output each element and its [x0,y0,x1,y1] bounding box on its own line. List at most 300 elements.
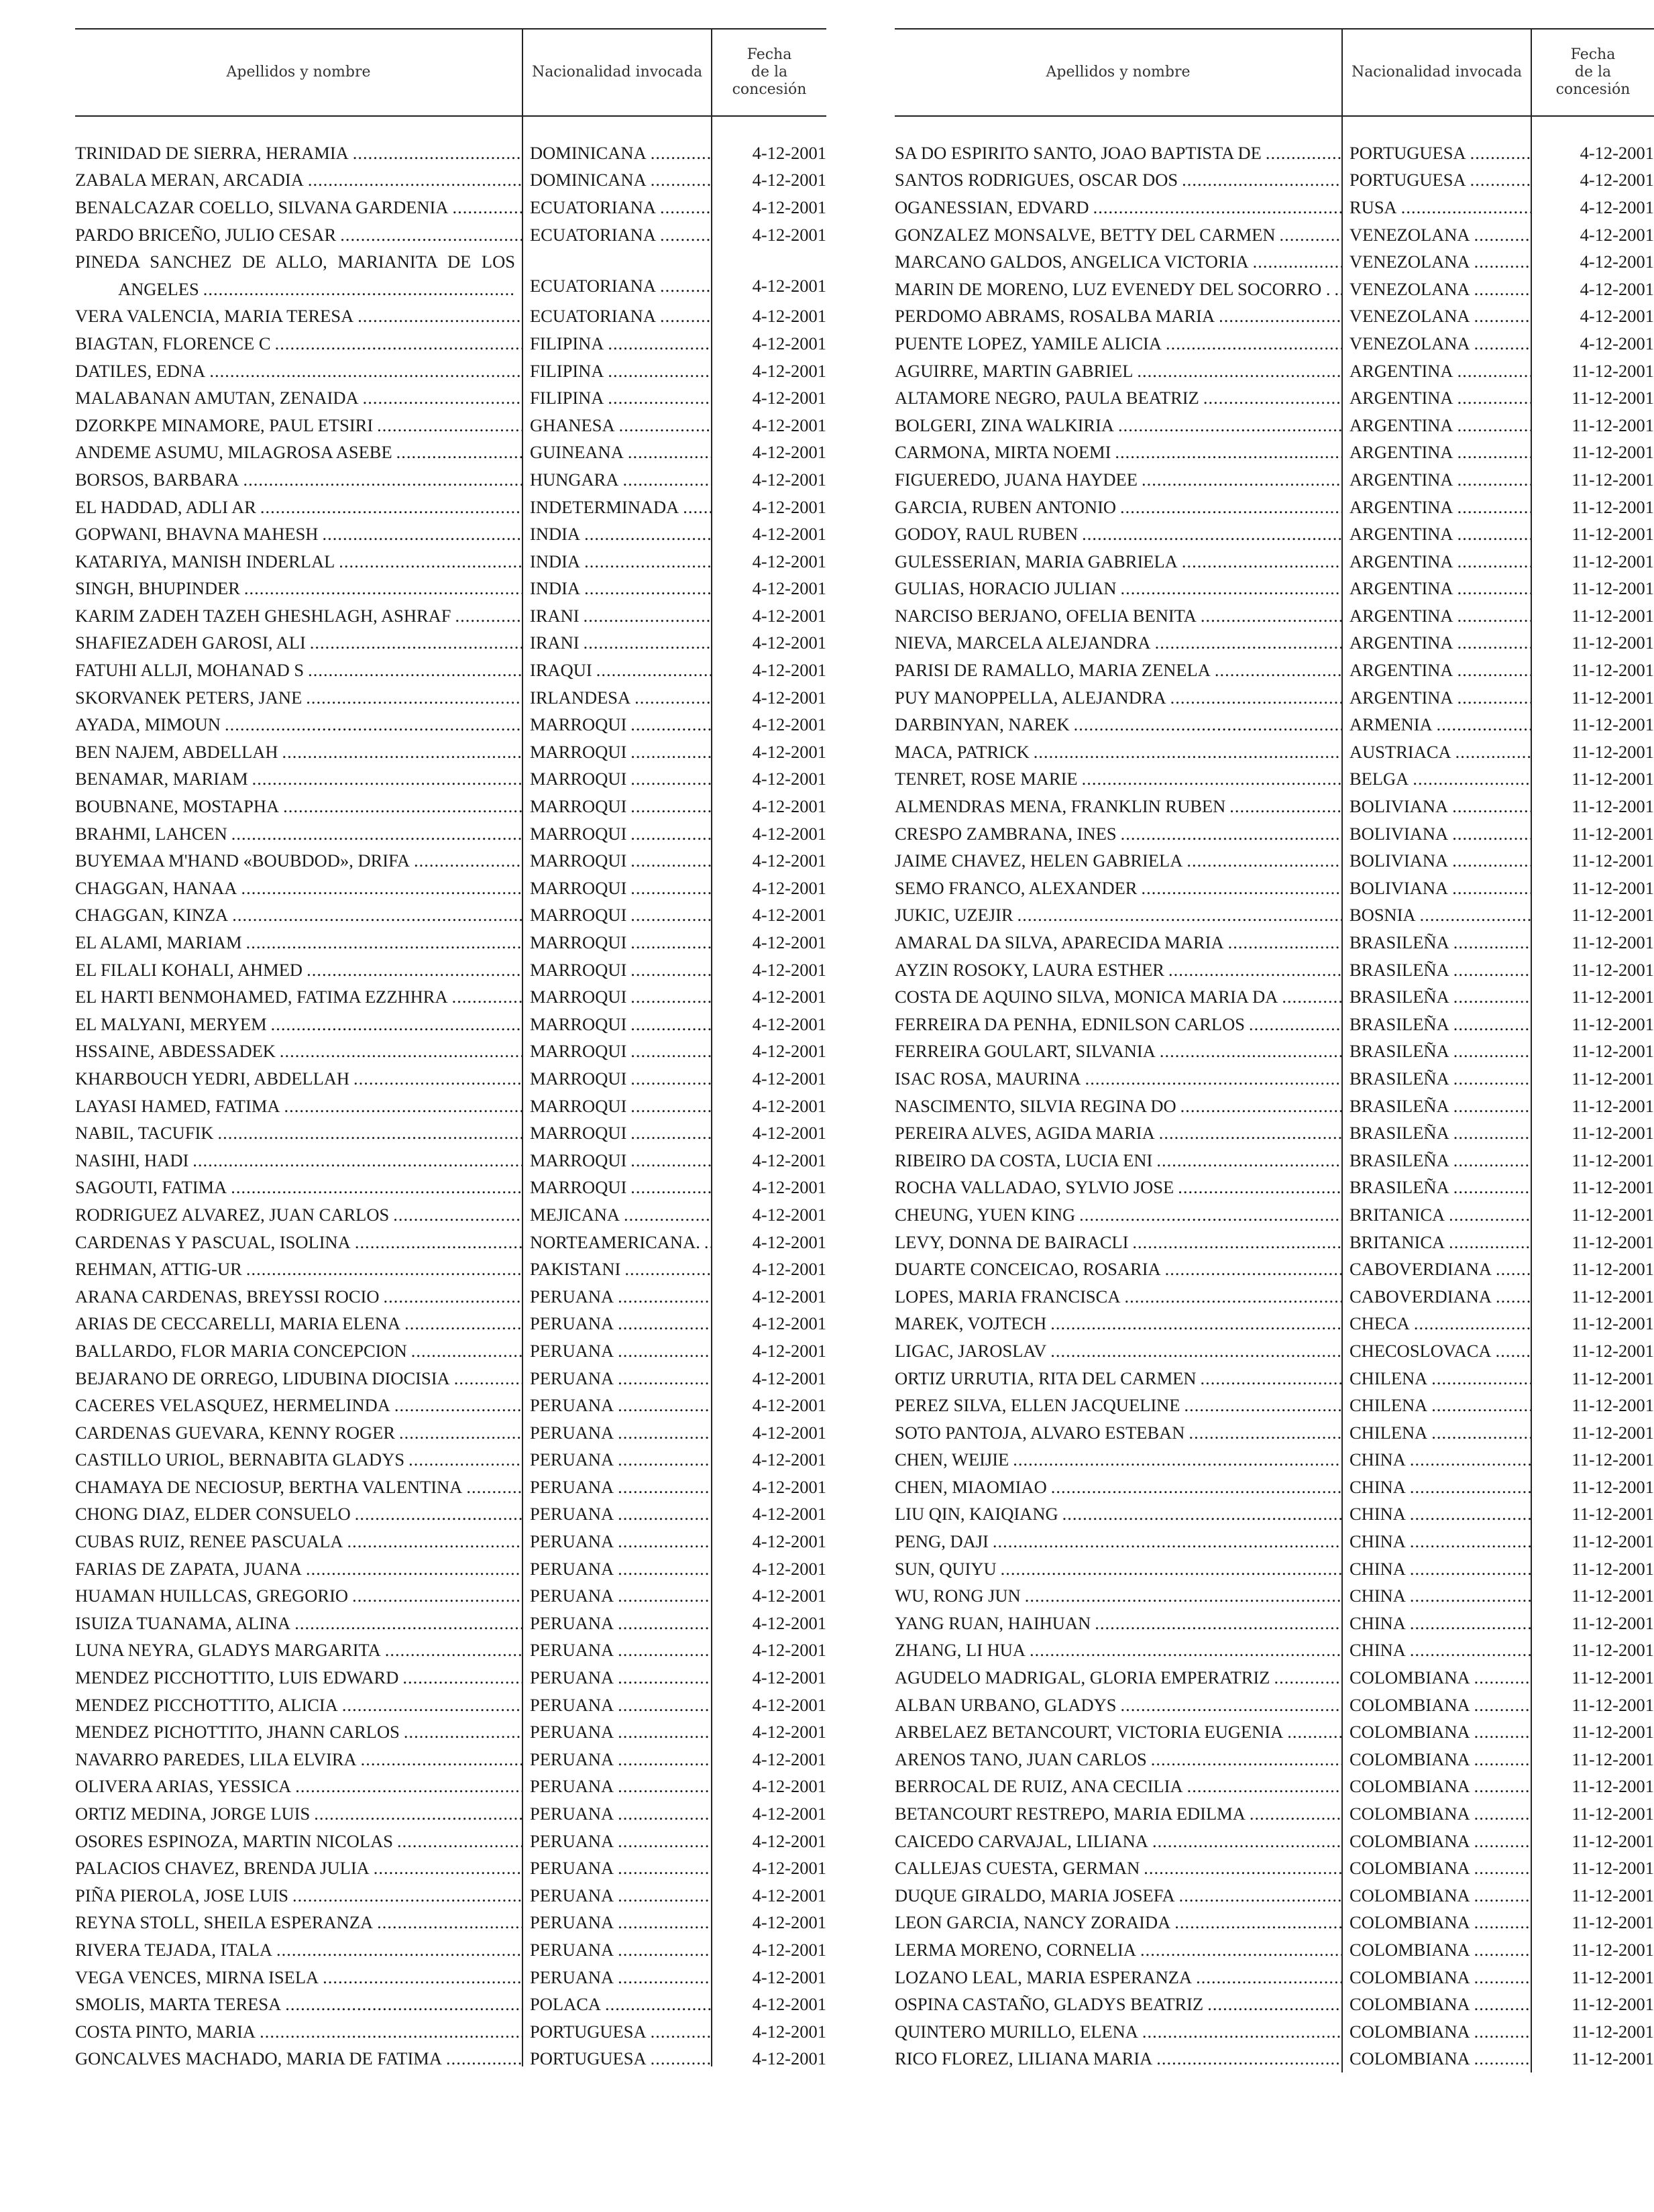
leader-dots [614,1940,711,1960]
concession-date: 4-12-2001 [752,1939,826,1960]
leader-dots [614,1804,711,1824]
concession-date: 11-12-2001 [1572,1204,1654,1225]
person-name [895,850,1341,871]
table-row [895,956,1654,984]
leader-dots [1078,524,1341,545]
leader-dots [1427,1423,1531,1443]
nationality-text: PORTUGUESA [1349,142,1466,163]
nationality [1341,660,1531,681]
person-name-text: NASCIMENTO, SILVIA REGINA DO [895,1095,1176,1116]
table-row [75,357,826,385]
person-name-text: SINGH, BHUPINDER [75,578,240,599]
person-name [75,1994,522,2015]
concession-date: 11-12-2001 [1572,1858,1654,1879]
person-name-text: HUAMAN HUILLCAS, GREGORIO [75,1586,349,1606]
person-name [75,2048,522,2069]
nationality [522,1640,711,1661]
concession-date: 11-12-2001 [1572,1259,1654,1280]
nationality-text: PERUANA [530,1667,614,1688]
nationality-text: ECUATORIANA [530,275,656,296]
nationality [522,742,711,763]
person-name [895,1885,1341,1906]
leader-dots [338,1695,522,1716]
nationality [522,1341,711,1362]
leader-dots [1147,1749,1341,1770]
nationality [1341,1940,1531,1960]
concession-date: 4-12-2001 [752,1340,826,1361]
nationality-text: AUSTRIACA [1349,741,1451,762]
person-name [75,824,522,844]
leader-dots [1152,1150,1341,1171]
person-name [75,1613,522,1634]
nationality-text: MARROQUI [530,1150,627,1170]
leader-dots [240,578,522,599]
person-name [75,1804,522,1824]
nationality [1341,1449,1531,1470]
person-name-text: DUARTE CONCEICAO, ROSARIA [895,1259,1161,1280]
leader-dots [1409,769,1531,789]
leader-dots [1406,1613,1531,1634]
leader-dots [278,742,522,763]
leader-dots [1406,1504,1531,1525]
person-name-text: ARIAS DE CECCARELLI, MARIA ELENA [75,1313,401,1334]
table-row [75,1582,826,1610]
nationality-text: BRITANICA [1349,1231,1445,1252]
leader-dots [1451,742,1531,763]
nationality-text: PERUANA [530,1912,614,1933]
concession-date: 11-12-2001 [1572,1313,1654,1334]
table-row [75,1311,826,1338]
table-row [75,303,826,331]
leader-dots [462,1477,522,1498]
leader-dots [1470,306,1531,327]
table-row [895,684,1654,712]
person-name-text: NABIL, TACUFIK [75,1123,214,1144]
person-name-text: LIGAC, JAROSLAV [895,1340,1047,1361]
leader-dots [647,2022,711,2042]
table-row [75,1365,826,1392]
leader-dots [451,606,522,626]
table-row [75,820,826,848]
person-name-text: REYNA STOLL, SHEILA ESPERANZA [75,1912,374,1933]
nationality [522,1395,711,1416]
person-name [75,361,522,382]
person-name-text: AYADA, MIMOUN [75,714,221,735]
leader-dots [319,1967,522,1988]
leader-dots [1445,1232,1531,1253]
leader-dots [267,1014,522,1035]
person-name [895,333,1341,354]
leader-dots [1406,1477,1531,1498]
leader-dots [1246,1804,1341,1824]
leader-dots [280,1096,522,1117]
nationality [1341,1722,1531,1743]
person-name-text: BIAGTAN, FLORENCE C [75,333,271,353]
person-name-text: COSTA PINTO, MARIA [75,2021,256,2042]
nationality [522,1423,711,1443]
table-row [895,793,1654,820]
nationality-text: VENEZOLANA [1349,224,1470,245]
header-date [712,30,826,115]
person-name [75,225,522,245]
leader-dots [1470,279,1531,300]
leader-dots [626,769,711,789]
person-name [75,551,522,572]
nationality [1341,306,1531,327]
person-name-text: CHEN, MIAOMIAO [895,1476,1047,1497]
nationality [1341,1395,1531,1416]
person-name [75,932,522,953]
person-name-text: CHAMAYA DE NECIOSUP, BERTHA VALENTINA [75,1476,463,1497]
leader-dots [393,1831,522,1852]
header-nationality: Nacionalidad invocada [531,64,703,80]
table-row [75,2018,826,2046]
person-name [895,1341,1341,1362]
person-name [75,415,522,436]
leader-dots [989,1531,1341,1552]
nationality-text: PERUANA [530,1313,614,1334]
leader-dots [256,2022,522,2042]
person-name-text: NASIHI, HADI [75,1150,189,1170]
concession-date: 11-12-2001 [1572,2021,1654,2042]
concession-date: 4-12-2001 [752,224,826,245]
nationality-text: MARROQUI [530,741,627,762]
nationality-text: BOSNIA [1349,905,1416,926]
table-row [895,847,1654,875]
table-row [895,1773,1654,1801]
leader-dots [1470,1749,1531,1770]
nationality-text: PERUANA [530,1722,614,1743]
nationality [522,415,711,436]
person-name [895,824,1341,844]
person-name [895,225,1341,245]
person-name-text: CASTILLO URIOL, BERNABITA GLADYS [75,1449,405,1470]
person-name-text: VERA VALENCIA, MARIA TERESA [75,306,354,327]
nationality-text: GHANESA [530,414,615,435]
person-name-text: KATARIYA, MANISH INDERLAL [75,551,335,571]
table-row [895,1174,1654,1202]
concession-date: 4-12-2001 [752,1231,826,1252]
table-row [895,494,1654,521]
concession-date: 4-12-2001 [752,1504,826,1525]
concession-date: 4-12-2001 [752,469,826,490]
nationality [522,632,711,653]
nationality-text: ARGENTINA [1349,660,1453,681]
leader-dots [1470,1994,1531,2015]
nationality [522,170,711,190]
nationality [1341,170,1531,190]
person-name [75,1667,522,1688]
nationality-text: CHINA [1349,1476,1406,1497]
leader-dots [1470,1940,1531,1960]
concession-date: 4-12-2001 [752,2021,826,2042]
leader-dots [1180,1395,1341,1416]
person-name [75,632,522,653]
person-name-text: KHARBOUCH YEDRI, ABDELLAH [75,1068,350,1089]
leader-dots [1453,524,1531,545]
leader-dots [1211,660,1341,681]
table-row [895,248,1654,276]
nationality-text: INDIA [530,524,581,545]
person-name-text: PEREZ SILVA, ELLEN JACQUELINE [895,1395,1180,1416]
concession-date: 4-12-2001 [752,1313,826,1334]
concession-date: 4-12-2001 [1580,278,1654,299]
concession-date: 11-12-2001 [1572,1068,1654,1089]
nationality-text: BOLIVIANA [1349,877,1449,898]
nationality [522,1368,711,1389]
concession-date: 4-12-2001 [752,142,826,163]
nationality-text: CHINA [1349,1531,1406,1552]
concession-date: 11-12-2001 [1572,1994,1654,2015]
table-row [75,1229,826,1256]
table-row [895,1692,1654,1719]
person-name [75,197,522,218]
leader-dots [1262,143,1341,164]
leader-dots [1470,1776,1531,1797]
nationality [1341,143,1531,164]
person-name [895,1912,1341,1933]
concession-date: 11-12-2001 [1572,1776,1654,1797]
leader-dots [281,1994,522,2015]
leader-dots [614,1912,711,1933]
table-header [895,28,1654,117]
person-name-text: BOUBNANE, MOSTAPHA [75,796,280,817]
person-name-text: EL MALYANI, MERYEM [75,1013,267,1034]
nationality-text: ECUATORIANA [530,306,656,327]
leader-dots [188,1150,522,1171]
nationality-text: MARROQUI [530,1095,627,1116]
leader-dots [656,197,711,218]
table-row [895,276,1654,303]
table-row [75,738,826,766]
nationality-text: RUSA [1349,197,1397,217]
leader-dots [1120,1286,1341,1307]
concession-date: 11-12-2001 [1572,551,1654,571]
person-name-text: ANDEME ASUMU, MILAGROSA ASEBE [75,442,392,463]
nationality [522,1123,711,1144]
leader-dots [1197,606,1341,626]
person-name-text: RIVERA TEJADA, ITALA [75,1939,273,1960]
nationality [522,714,711,735]
nationality-text: PERUANA [530,1422,614,1443]
nationality-text: COLOMBIANA [1349,1967,1470,1987]
table-row [75,847,826,875]
table-row [895,1201,1654,1229]
leader-dots [656,306,711,327]
leader-dots [1470,252,1531,272]
person-name-text: CHONG DIAZ, ELDER CONSUELO [75,1504,351,1525]
leader-dots [227,824,522,844]
table-row [75,902,826,930]
leader-dots [580,551,711,572]
leader-dots [1270,1667,1341,1688]
concession-date: 4-12-2001 [752,333,826,353]
nationality-text: MARROQUI [530,1013,627,1034]
column-divider [1341,30,1343,115]
concession-date: 11-12-2001 [1572,1231,1654,1252]
nationality-text: ARGENTINA [1349,687,1453,708]
leader-dots [1470,333,1531,354]
leader-dots [248,769,522,789]
leader-dots [239,469,522,490]
nationality-text: INDIA [530,578,581,599]
leader-dots [614,1613,711,1634]
nationality [522,1912,711,1933]
table-row [75,167,826,195]
nationality [522,1804,711,1824]
table-row [75,1501,826,1529]
person-name-text: PALACIOS CHAVEZ, BRENDA JULIA [75,1858,370,1879]
leader-dots [256,497,522,518]
person-name [895,469,1341,490]
leader-dots [310,1804,522,1824]
table-row [75,956,826,984]
header-nationality: Nacionalidad invocada [1351,64,1523,80]
nationality [522,796,711,817]
person-name [895,960,1341,981]
leader-dots [1138,2022,1341,2042]
nationality-text: CHINA [1349,1640,1406,1661]
table-row [75,1474,826,1501]
leader-dots [614,1286,711,1307]
concession-date: 4-12-2001 [752,1449,826,1470]
concession-date: 11-12-2001 [1572,1150,1654,1170]
concession-date: 11-12-2001 [1572,496,1654,517]
nationality [1341,333,1531,354]
nationality-text: CHECA [1349,1313,1410,1334]
person-name [895,551,1341,572]
person-name [75,1368,522,1389]
nationality-text: ARGENTINA [1349,632,1453,653]
leader-dots [614,1477,711,1498]
leader-dots [1449,1150,1531,1171]
leader-dots [336,225,522,245]
leader-dots [1182,850,1341,871]
person-name-text: GULESSERIAN, MARIA GABRIELA [895,551,1178,571]
leader-dots [614,1586,711,1606]
nationality-text: COLOMBIANA [1349,1994,1470,2015]
person-name [895,687,1341,708]
leader-dots [626,878,711,899]
concession-date: 11-12-2001 [1572,1504,1654,1525]
leader-dots [353,306,522,327]
concession-date: 11-12-2001 [1572,987,1654,1007]
concession-date: 11-12-2001 [1572,741,1654,762]
nationality-text: COLOMBIANA [1349,1885,1470,1905]
person-name [75,606,522,626]
person-name [75,1940,522,1960]
nationality [1341,742,1531,763]
leader-dots [1470,1804,1531,1824]
nationality-text: BRASILEÑA [1349,987,1449,1007]
table-row [75,1936,826,1964]
column-divider [711,30,712,115]
leader-dots [1453,687,1531,708]
nationality [522,1967,711,1988]
leader-dots [1410,1313,1531,1334]
nationality-text: BOLIVIANA [1349,850,1449,871]
table-row [895,602,1654,630]
table-row [895,766,1654,793]
concession-date: 11-12-2001 [1572,1013,1654,1034]
column-divider [522,117,523,2066]
nationality [522,1776,711,1797]
nationality [522,606,711,626]
person-name-text: RODRIGUEZ ALVAREZ, JUAN CARLOS [75,1204,390,1225]
table-row [895,1610,1654,1637]
concession-date: 4-12-2001 [752,796,826,817]
concession-date: 11-12-2001 [1572,1449,1654,1470]
leader-dots [614,1504,711,1525]
concession-date: 4-12-2001 [752,551,826,571]
nationality-text: MARROQUI [530,823,627,844]
nationality-text: PERUANA [530,1776,614,1797]
nationality [522,987,711,1007]
leader-dots [1470,1695,1531,1716]
person-name-text: EL ALAMI, MARIAM [75,932,242,953]
nationality [1341,1096,1531,1117]
person-name-text: MALABANAN AMUTAN, ZENAIDA [75,388,359,408]
leader-dots [626,850,711,871]
table-row [895,2018,1654,2046]
nationality [1341,606,1531,626]
nationality-text: NORTEAMERICANA. [530,1231,700,1252]
person-name-text: BENALCAZAR COELLO, SILVANA GARDENIA [75,197,449,217]
person-name [75,1395,522,1416]
person-name [895,1776,1341,1797]
concession-date: 11-12-2001 [1572,1422,1654,1443]
table-row [75,384,826,412]
person-name-text: NARCISO BERJANO, OFELIA BENITA [895,605,1197,626]
nationality-text: BOLIVIANA [1349,796,1449,817]
person-name [895,1559,1341,1580]
nationality [522,960,711,981]
leader-dots [1175,1885,1341,1906]
nationality [1341,2048,1531,2069]
concession-date: 4-12-2001 [1580,224,1654,245]
leader-dots [1137,878,1341,899]
table-row [895,221,1654,249]
nationality [1341,987,1531,1007]
nationality-text: CABOVERDIANA [1349,1259,1492,1280]
nationality [1341,497,1531,518]
concession-date: 11-12-2001 [1572,1476,1654,1497]
concession-date: 4-12-2001 [752,1259,826,1280]
person-name [75,987,522,1007]
leader-dots [306,632,522,653]
person-name [75,497,522,518]
nationality [522,469,711,490]
person-name [895,524,1341,545]
nationality [522,497,711,518]
leader-dots [450,1368,522,1389]
nationality [1341,1504,1531,1525]
leader-dots [1046,1341,1341,1362]
leader-dots [614,1776,711,1797]
table-row [895,1528,1654,1555]
table-row [895,1392,1654,1419]
leader-dots [626,960,711,981]
person-name-text: LEVY, DONNA DE BAIRACLI [895,1231,1129,1252]
nationality [1341,1749,1531,1770]
leader-dots [1140,1858,1341,1879]
person-name [75,1341,522,1362]
leader-dots [349,143,522,164]
concession-date: 4-12-2001 [752,170,826,190]
table-row [75,630,826,657]
concession-date: 4-12-2001 [752,306,826,327]
leader-dots [1192,1967,1341,1988]
